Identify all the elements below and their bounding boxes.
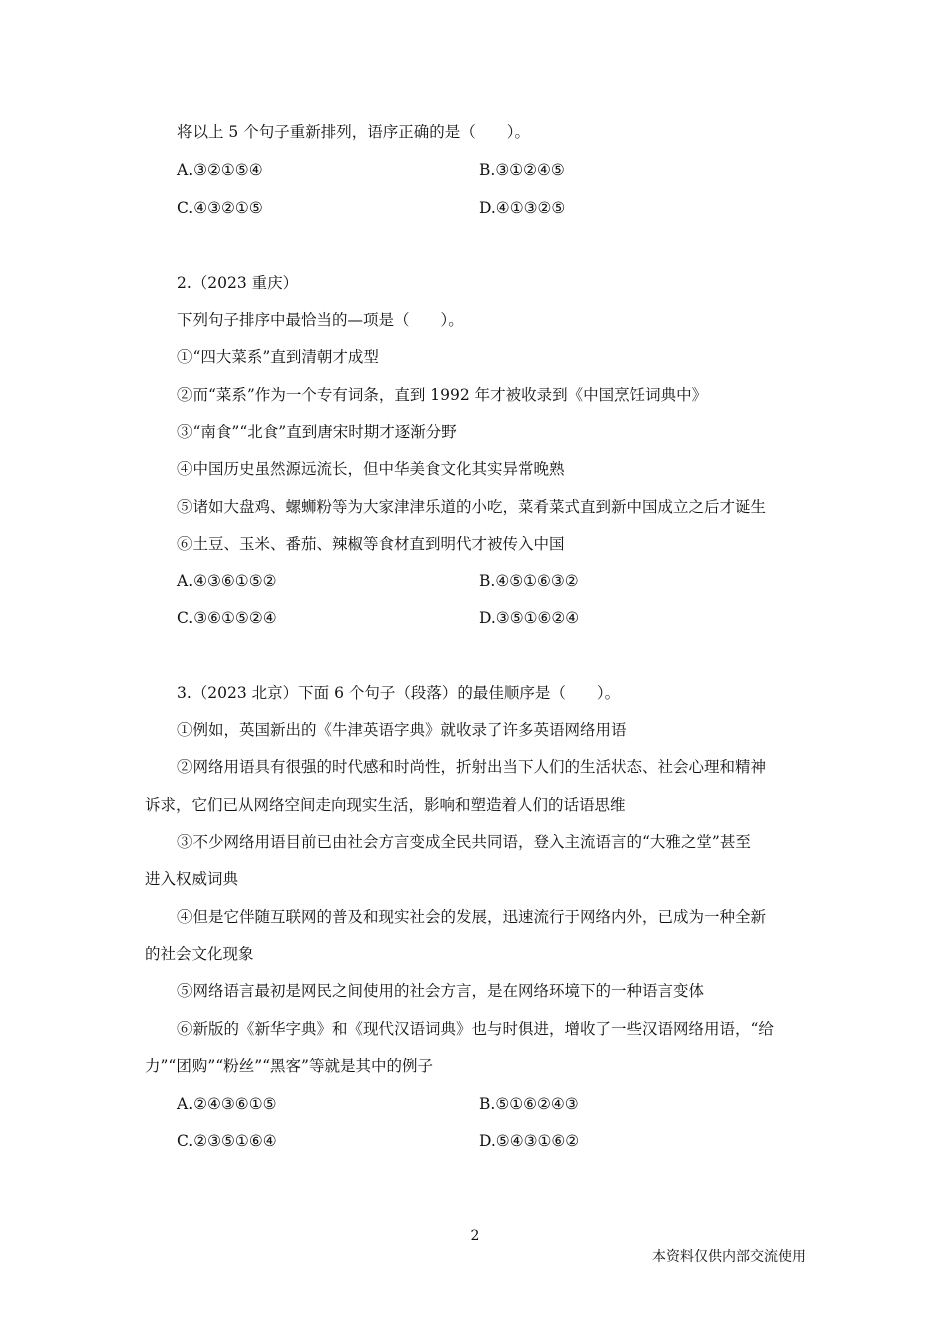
q3-line: ②网络用语具有很强的时代感和时尚性，折射出当下人们的生活状态、社会心理和精神 [177,758,767,776]
q3-line: ⑥新版的《新华字典》和《现代汉语词典》也与时俱进，增收了一些汉语网络用语，“给 [177,1020,774,1038]
q3-line: ③不少网络用语目前已由社会方言变成全民共同语，登入主流语言的“大雅之堂”甚至 [177,833,751,851]
q3-option-c[interactable]: C.②③⑤①⑥④ [177,1132,277,1150]
q1-option-d[interactable]: D.④①③②⑤ [479,199,566,217]
footer-note: 本资料仅供内部交流使用 [652,1249,806,1265]
q1-option-c[interactable]: C.④③②①⑤ [177,199,263,217]
q1-option-a[interactable]: A.③②①⑤④ [177,161,263,179]
q3-line: ⑤网络语言最初是网民之间使用的社会方言，是在网络环境下的一种语言变体 [177,982,705,1000]
q3-line: 力”“团购”“粉丝”“黑客”等就是其中的例子 [145,1057,433,1075]
q3-option-a[interactable]: A.②④③⑥①⑤ [177,1095,277,1113]
q3-header: 3.（2023 北京）下面 6 个句子（段落）的最佳顺序是（ ）。 [177,684,621,702]
q3-line: ①例如，英国新出的《牛津英语字典》就收录了许多英语网络用语 [177,721,627,739]
q3-option-d[interactable]: D.⑤④③①⑥② [479,1132,580,1150]
q1-prompt: 将以上 5 个句子重新排列，语序正确的是（ ）。 [177,123,530,141]
q2-sentence: ⑤诸如大盘鸡、螺蛳粉等为大家津津乐道的小吃，菜肴菜式直到新中国成立之后才诞生 [177,498,767,516]
page-number: 2 [470,1228,480,1244]
q2-option-b[interactable]: B.④⑤①⑥③② [479,572,579,590]
q3-line: 的社会文化现象 [145,945,254,963]
q2-option-c[interactable]: C.③⑥①⑤②④ [177,609,277,627]
q2-prompt: 下列句子排序中最恰当的—项是（ ）。 [177,311,464,329]
q2-sentence: ⑥土豆、玉米、番茄、辣椒等食材直到明代才被传入中国 [177,535,565,553]
q2-header: 2.（2023 重庆） [177,274,299,292]
q2-sentence: ③“南食”“北食”直到唐宋时期才逐渐分野 [177,423,457,441]
q2-sentence: ②而“菜系”作为一个专有词条，直到 1992 年才被收录到《中国烹饪词典中》 [177,386,708,404]
q3-line: 进入权威词典 [145,870,239,888]
q3-line: ④但是它伴随互联网的普及和现实社会的发展，迅速流行于网络内外，已成为一种全新 [177,908,767,926]
q1-option-b[interactable]: B.③①②④⑤ [479,161,565,179]
q2-option-a[interactable]: A.④③⑥①⑤② [177,572,277,590]
q3-line: 诉求，它们已从网络空间走向现实生活，影响和塑造着人们的话语思维 [145,796,626,814]
q2-option-d[interactable]: D.③⑤①⑥②④ [479,609,580,627]
q2-sentence: ①“四大菜系”直到清朝才成型 [177,348,379,366]
q2-sentence: ④中国历史虽然源远流长，但中华美食文化其实异常晚熟 [177,460,565,478]
q3-option-b[interactable]: B.⑤①⑥②④③ [479,1095,579,1113]
